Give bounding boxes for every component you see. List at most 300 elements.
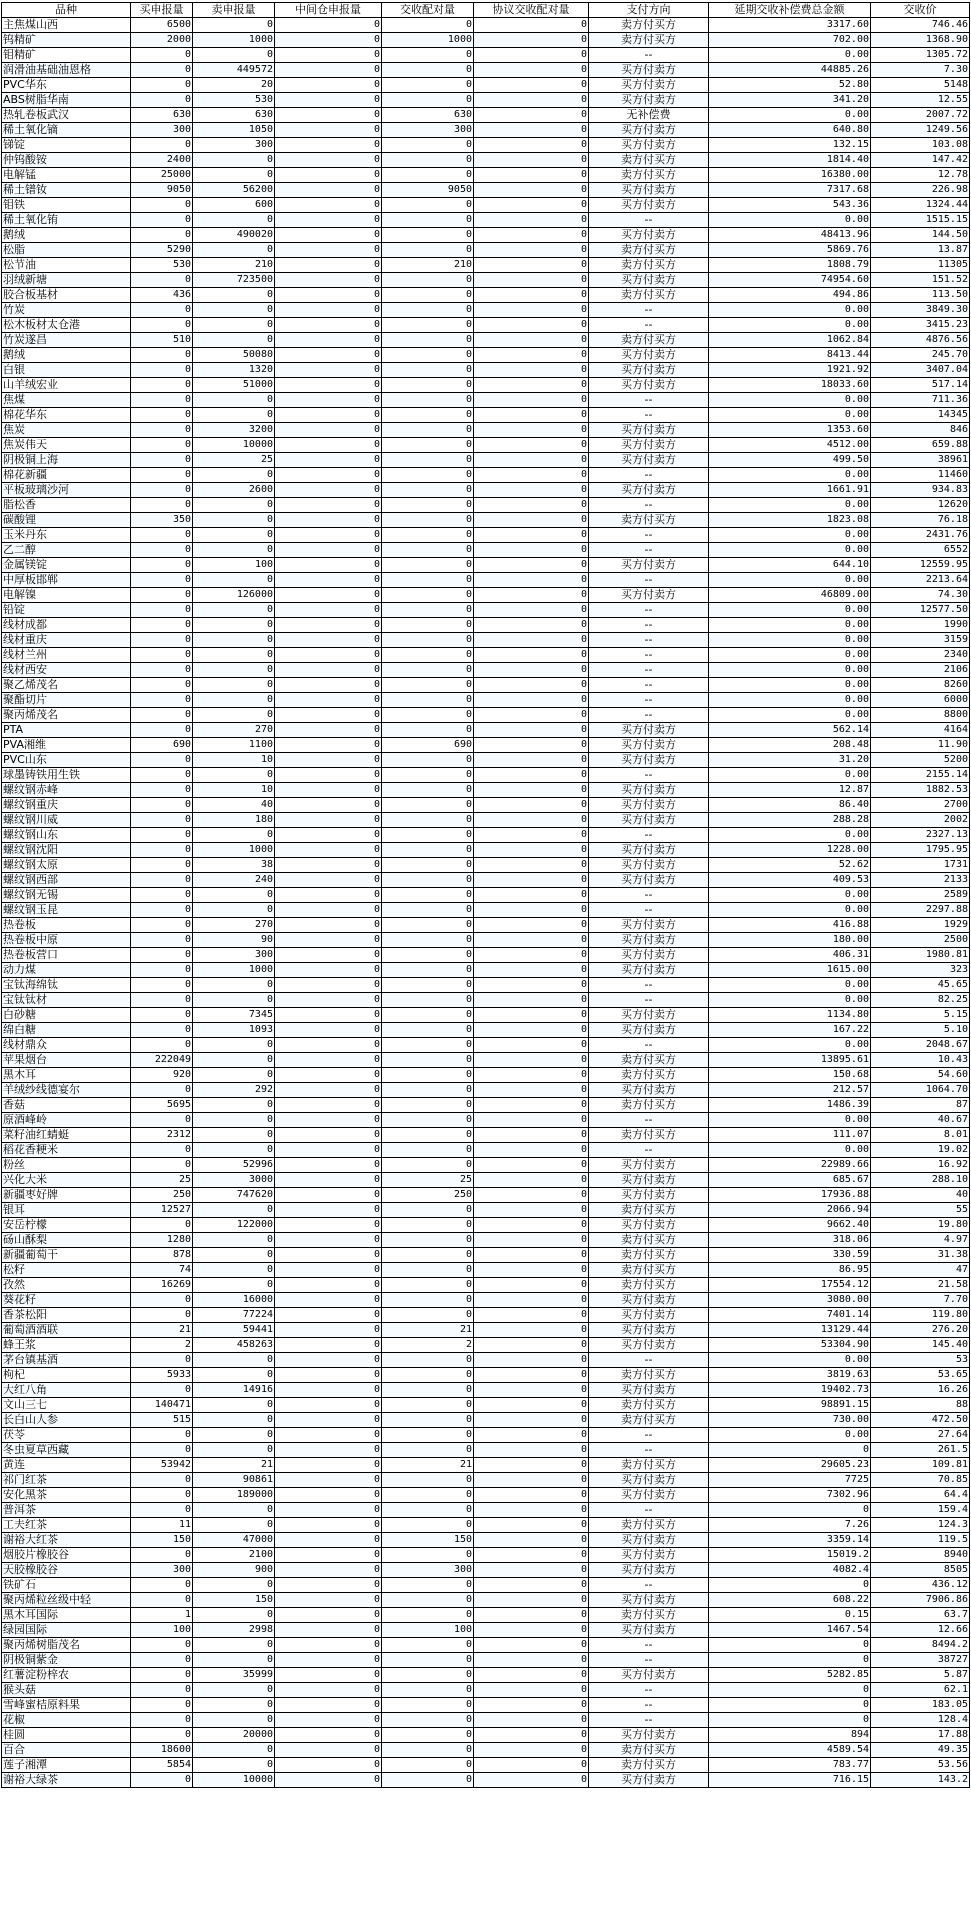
payment-direction-cell: -- — [589, 318, 709, 333]
intermediate-volume-cell: 0 — [275, 1683, 382, 1698]
product-cell: 线材重庆 — [2, 633, 131, 648]
agreement-matched-volume-cell: 0 — [474, 438, 589, 453]
compensation-total-cell: 0.00 — [709, 543, 871, 558]
agreement-matched-volume-cell: 0 — [474, 408, 589, 423]
matched-volume-cell: 21 — [382, 1458, 474, 1473]
payment-direction-cell: 卖方付买方 — [589, 1458, 709, 1473]
column-header-agreement-matched-volume: 协议交收配对量 — [474, 3, 589, 18]
settlement-price-cell: 1515.15 — [871, 213, 970, 228]
buy-volume-cell: 0 — [131, 1728, 193, 1743]
intermediate-volume-cell: 0 — [275, 1038, 382, 1053]
payment-direction-cell: 买方付卖方 — [589, 138, 709, 153]
agreement-matched-volume-cell: 0 — [474, 363, 589, 378]
buy-volume-cell: 0 — [131, 888, 193, 903]
buy-volume-cell: 1280 — [131, 1233, 193, 1248]
compensation-total-cell: 7725 — [709, 1473, 871, 1488]
payment-direction-cell: 买方付卖方 — [589, 963, 709, 978]
table-row — [2, 1368, 970, 1383]
table-row — [2, 498, 970, 513]
compensation-total-cell: 180.00 — [709, 933, 871, 948]
matched-volume-cell: 0 — [382, 1443, 474, 1458]
product-cell: 普洱茶 — [2, 1503, 131, 1518]
compensation-total-cell: 31.20 — [709, 753, 871, 768]
buy-volume-cell: 16269 — [131, 1278, 193, 1293]
agreement-matched-volume-cell: 0 — [474, 1368, 589, 1383]
compensation-total-cell: 46809.00 — [709, 588, 871, 603]
matched-volume-cell: 0 — [382, 1143, 474, 1158]
buy-volume-cell: 0 — [131, 708, 193, 723]
table-row — [2, 888, 970, 903]
intermediate-volume-cell: 0 — [275, 543, 382, 558]
agreement-matched-volume-cell: 0 — [474, 1758, 589, 1773]
settlement-price-cell: 7906.86 — [871, 1593, 970, 1608]
payment-direction-cell: 卖方付买方 — [589, 243, 709, 258]
agreement-matched-volume-cell: 0 — [474, 603, 589, 618]
intermediate-volume-cell: 0 — [275, 1278, 382, 1293]
compensation-total-cell: 208.48 — [709, 738, 871, 753]
agreement-matched-volume-cell: 0 — [474, 48, 589, 63]
agreement-matched-volume-cell: 0 — [474, 963, 589, 978]
table-row — [2, 1473, 970, 1488]
agreement-matched-volume-cell: 0 — [474, 783, 589, 798]
table-row — [2, 288, 970, 303]
table-row — [2, 453, 970, 468]
matched-volume-cell: 0 — [382, 558, 474, 573]
matched-volume-cell: 0 — [382, 708, 474, 723]
matched-volume-cell: 0 — [382, 243, 474, 258]
product-cell: 线材鼎众 — [2, 1038, 131, 1053]
intermediate-volume-cell: 0 — [275, 1383, 382, 1398]
settlement-price-cell: 62.1 — [871, 1683, 970, 1698]
payment-direction-cell: 买方付卖方 — [589, 1668, 709, 1683]
buy-volume-cell: 0 — [131, 408, 193, 423]
product-cell: 脂松香 — [2, 498, 131, 513]
product-cell: 电解锰 — [2, 168, 131, 183]
table-row — [2, 243, 970, 258]
intermediate-volume-cell: 0 — [275, 63, 382, 78]
buy-volume-cell: 0 — [131, 978, 193, 993]
payment-direction-cell: 卖方付买方 — [589, 1263, 709, 1278]
buy-volume-cell: 0 — [131, 798, 193, 813]
matched-volume-cell: 0 — [382, 1728, 474, 1743]
agreement-matched-volume-cell: 0 — [474, 1308, 589, 1323]
buy-volume-cell: 0 — [131, 468, 193, 483]
product-cell: 焦炭伟天 — [2, 438, 131, 453]
sell-volume-cell: 630 — [193, 108, 275, 123]
payment-direction-cell: -- — [589, 828, 709, 843]
sell-volume-cell: 0 — [193, 1203, 275, 1218]
agreement-matched-volume-cell: 0 — [474, 453, 589, 468]
sell-volume-cell: 0 — [193, 1428, 275, 1443]
matched-volume-cell: 0 — [382, 138, 474, 153]
product-cell: 红薯淀粉梓农 — [2, 1668, 131, 1683]
payment-direction-cell: 买方付卖方 — [589, 183, 709, 198]
intermediate-volume-cell: 0 — [275, 1218, 382, 1233]
intermediate-volume-cell: 0 — [275, 453, 382, 468]
agreement-matched-volume-cell: 0 — [474, 933, 589, 948]
product-cell: 香茶松阳 — [2, 1308, 131, 1323]
agreement-matched-volume-cell: 0 — [474, 1638, 589, 1653]
buy-volume-cell: 0 — [131, 1353, 193, 1368]
payment-direction-cell: 买方付卖方 — [589, 723, 709, 738]
matched-volume-cell: 0 — [382, 1023, 474, 1038]
intermediate-volume-cell: 0 — [275, 1533, 382, 1548]
table-row — [2, 363, 970, 378]
matched-volume-cell: 0 — [382, 933, 474, 948]
intermediate-volume-cell: 0 — [275, 918, 382, 933]
buy-volume-cell: 2 — [131, 1338, 193, 1353]
intermediate-volume-cell: 0 — [275, 93, 382, 108]
payment-direction-cell: 卖方付买方 — [589, 1068, 709, 1083]
table-row — [2, 1068, 970, 1083]
compensation-total-cell: 702.00 — [709, 33, 871, 48]
compensation-total-cell: 0.00 — [709, 978, 871, 993]
intermediate-volume-cell: 0 — [275, 1293, 382, 1308]
compensation-total-cell: 0.00 — [709, 408, 871, 423]
matched-volume-cell: 0 — [382, 1128, 474, 1143]
compensation-total-cell: 0.00 — [709, 663, 871, 678]
settlement-price-cell: 12.78 — [871, 168, 970, 183]
product-cell: 钨精矿 — [2, 33, 131, 48]
sell-volume-cell: 0 — [193, 1758, 275, 1773]
buy-volume-cell: 0 — [131, 1308, 193, 1323]
settlement-price-cell: 12559.95 — [871, 558, 970, 573]
matched-volume-cell: 690 — [382, 738, 474, 753]
intermediate-volume-cell: 0 — [275, 1098, 382, 1113]
agreement-matched-volume-cell: 0 — [474, 678, 589, 693]
agreement-matched-volume-cell: 0 — [474, 183, 589, 198]
matched-volume-cell: 0 — [382, 693, 474, 708]
sell-volume-cell: 0 — [193, 513, 275, 528]
settlement-price-cell: 2048.67 — [871, 1038, 970, 1053]
sell-volume-cell: 0 — [193, 1368, 275, 1383]
buy-volume-cell: 530 — [131, 258, 193, 273]
sell-volume-cell: 100 — [193, 558, 275, 573]
sell-volume-cell: 2998 — [193, 1623, 275, 1638]
compensation-total-cell: 7401.14 — [709, 1308, 871, 1323]
product-cell: 中厚板邯郸 — [2, 573, 131, 588]
table-row — [2, 723, 970, 738]
buy-volume-cell: 0 — [131, 1428, 193, 1443]
table-row — [2, 708, 970, 723]
product-cell: PTA — [2, 723, 131, 738]
buy-volume-cell: 25 — [131, 1173, 193, 1188]
settlement-price-cell: 1305.72 — [871, 48, 970, 63]
table-row — [2, 1623, 970, 1638]
settlement-price-cell: 14345 — [871, 408, 970, 423]
settlement-price-cell: 87 — [871, 1098, 970, 1113]
compensation-total-cell: 52.62 — [709, 858, 871, 873]
matched-volume-cell: 0 — [382, 993, 474, 1008]
compensation-total-cell: 0.00 — [709, 618, 871, 633]
product-cell: 线材兰州 — [2, 648, 131, 663]
matched-volume-cell: 0 — [382, 393, 474, 408]
sell-volume-cell: 0 — [193, 18, 275, 33]
settlement-price-cell: 7.30 — [871, 63, 970, 78]
table-row — [2, 1173, 970, 1188]
matched-volume-cell: 0 — [382, 753, 474, 768]
product-cell: 主焦煤山西 — [2, 18, 131, 33]
payment-direction-cell: 买方付卖方 — [589, 378, 709, 393]
settlement-price-cell: 12620 — [871, 498, 970, 513]
product-cell: 焦煤 — [2, 393, 131, 408]
compensation-total-cell: 167.22 — [709, 1023, 871, 1038]
intermediate-volume-cell: 0 — [275, 333, 382, 348]
sell-volume-cell: 0 — [193, 1068, 275, 1083]
product-cell: 莲子湘潭 — [2, 1758, 131, 1773]
buy-volume-cell: 0 — [131, 603, 193, 618]
matched-volume-cell: 0 — [382, 1068, 474, 1083]
matched-volume-cell: 0 — [382, 1308, 474, 1323]
matched-volume-cell: 0 — [382, 828, 474, 843]
payment-direction-cell: 买方付卖方 — [589, 558, 709, 573]
matched-volume-cell: 0 — [382, 78, 474, 93]
sell-volume-cell: 38 — [193, 858, 275, 873]
payment-direction-cell: 买方付卖方 — [589, 1728, 709, 1743]
buy-volume-cell: 0 — [131, 528, 193, 543]
agreement-matched-volume-cell: 0 — [474, 1008, 589, 1023]
compensation-total-cell: 3819.63 — [709, 1368, 871, 1383]
payment-direction-cell: 买方付卖方 — [589, 348, 709, 363]
table-row — [2, 783, 970, 798]
settlement-price-cell: 6552 — [871, 543, 970, 558]
buy-volume-cell: 250 — [131, 1188, 193, 1203]
compensation-total-cell: 15019.2 — [709, 1548, 871, 1563]
sell-volume-cell: 0 — [193, 648, 275, 663]
settlement-price-cell: 5.87 — [871, 1668, 970, 1683]
settlement-price-cell: 1324.44 — [871, 198, 970, 213]
table-row — [2, 1698, 970, 1713]
intermediate-volume-cell: 0 — [275, 153, 382, 168]
product-cell: 谢裕大红茶 — [2, 1533, 131, 1548]
payment-direction-cell: -- — [589, 303, 709, 318]
buy-volume-cell: 0 — [131, 63, 193, 78]
buy-volume-cell: 0 — [131, 1473, 193, 1488]
buy-volume-cell: 2000 — [131, 33, 193, 48]
compensation-total-cell: 1486.39 — [709, 1098, 871, 1113]
table-row — [2, 1293, 970, 1308]
matched-volume-cell: 0 — [382, 888, 474, 903]
product-cell: 润滑油基础油恩格 — [2, 63, 131, 78]
sell-volume-cell: 1000 — [193, 963, 275, 978]
intermediate-volume-cell: 0 — [275, 528, 382, 543]
payment-direction-cell: 卖方付买方 — [589, 1398, 709, 1413]
intermediate-volume-cell: 0 — [275, 888, 382, 903]
payment-direction-cell: -- — [589, 663, 709, 678]
product-cell: 烟胶片橡胶谷 — [2, 1548, 131, 1563]
payment-direction-cell: -- — [589, 1683, 709, 1698]
sell-volume-cell: 16000 — [193, 1293, 275, 1308]
settlement-price-cell: 2340 — [871, 648, 970, 663]
matched-volume-cell: 0 — [382, 1008, 474, 1023]
compensation-total-cell: 0.00 — [709, 633, 871, 648]
table-row — [2, 873, 970, 888]
matched-volume-cell: 0 — [382, 1473, 474, 1488]
agreement-matched-volume-cell: 0 — [474, 93, 589, 108]
intermediate-volume-cell: 0 — [275, 288, 382, 303]
settlement-price-cell: 245.70 — [871, 348, 970, 363]
buy-volume-cell: 0 — [131, 1023, 193, 1038]
intermediate-volume-cell: 0 — [275, 1458, 382, 1473]
payment-direction-cell: -- — [589, 48, 709, 63]
product-cell: 黄连 — [2, 1458, 131, 1473]
compensation-total-cell: 17936.88 — [709, 1188, 871, 1203]
sell-volume-cell: 900 — [193, 1563, 275, 1578]
compensation-total-cell: 1353.60 — [709, 423, 871, 438]
agreement-matched-volume-cell: 0 — [474, 663, 589, 678]
payment-direction-cell: 买方付卖方 — [589, 1593, 709, 1608]
buy-volume-cell: 0 — [131, 573, 193, 588]
table-row — [2, 468, 970, 483]
product-cell: 雪峰蜜桔原料果 — [2, 1698, 131, 1713]
buy-volume-cell: 920 — [131, 1068, 193, 1083]
intermediate-volume-cell: 0 — [275, 648, 382, 663]
product-cell: 聚酯切片 — [2, 693, 131, 708]
matched-volume-cell: 0 — [382, 783, 474, 798]
table-row — [2, 258, 970, 273]
sell-volume-cell: 0 — [193, 318, 275, 333]
settlement-price-cell: 226.98 — [871, 183, 970, 198]
agreement-matched-volume-cell: 0 — [474, 1158, 589, 1173]
agreement-matched-volume-cell: 0 — [474, 348, 589, 363]
compensation-total-cell: 330.59 — [709, 1248, 871, 1263]
product-cell: 大红八角 — [2, 1383, 131, 1398]
compensation-total-cell: 0 — [709, 1713, 871, 1728]
table-row — [2, 1053, 970, 1068]
payment-direction-cell: -- — [589, 633, 709, 648]
buy-volume-cell: 0 — [131, 1653, 193, 1668]
payment-direction-cell: 买方付卖方 — [589, 1623, 709, 1638]
settlement-price-cell: 145.40 — [871, 1338, 970, 1353]
payment-direction-cell: 买方付卖方 — [589, 1023, 709, 1038]
matched-volume-cell: 0 — [382, 543, 474, 558]
compensation-total-cell: 0 — [709, 1638, 871, 1653]
agreement-matched-volume-cell: 0 — [474, 138, 589, 153]
matched-volume-cell: 0 — [382, 573, 474, 588]
sell-volume-cell: 150 — [193, 1593, 275, 1608]
product-cell: 花椒 — [2, 1713, 131, 1728]
settlement-price-cell: 2106 — [871, 663, 970, 678]
intermediate-volume-cell: 0 — [275, 1338, 382, 1353]
product-cell: 白银 — [2, 363, 131, 378]
matched-volume-cell: 0 — [382, 513, 474, 528]
compensation-total-cell: 894 — [709, 1728, 871, 1743]
buy-volume-cell: 21 — [131, 1323, 193, 1338]
intermediate-volume-cell: 0 — [275, 843, 382, 858]
matched-volume-cell: 0 — [382, 48, 474, 63]
compensation-total-cell: 406.31 — [709, 948, 871, 963]
table-row — [2, 1308, 970, 1323]
intermediate-volume-cell: 0 — [275, 513, 382, 528]
settlement-price-cell: 11305 — [871, 258, 970, 273]
payment-direction-cell: 卖方付买方 — [589, 18, 709, 33]
payment-direction-cell: 买方付卖方 — [589, 753, 709, 768]
sell-volume-cell: 14916 — [193, 1383, 275, 1398]
product-cell: PVC山东 — [2, 753, 131, 768]
agreement-matched-volume-cell: 0 — [474, 813, 589, 828]
product-cell: PVA湘维 — [2, 738, 131, 753]
sell-volume-cell: 20000 — [193, 1728, 275, 1743]
product-cell: 仲钨酸铵 — [2, 153, 131, 168]
matched-volume-cell: 0 — [382, 1503, 474, 1518]
matched-volume-cell: 0 — [382, 1293, 474, 1308]
buy-volume-cell: 0 — [131, 993, 193, 1008]
matched-volume-cell: 0 — [382, 633, 474, 648]
table-row — [2, 1338, 970, 1353]
compensation-total-cell: 0.00 — [709, 678, 871, 693]
matched-volume-cell: 0 — [382, 408, 474, 423]
matched-volume-cell: 0 — [382, 1398, 474, 1413]
sell-volume-cell: 0 — [193, 1278, 275, 1293]
matched-volume-cell: 0 — [382, 318, 474, 333]
payment-direction-cell: 买方付卖方 — [589, 1308, 709, 1323]
compensation-total-cell: 48413.96 — [709, 228, 871, 243]
intermediate-volume-cell: 0 — [275, 1128, 382, 1143]
matched-volume-cell: 0 — [382, 93, 474, 108]
product-cell: 动力煤 — [2, 963, 131, 978]
matched-volume-cell: 150 — [382, 1533, 474, 1548]
payment-direction-cell: -- — [589, 1038, 709, 1053]
sell-volume-cell: 0 — [193, 393, 275, 408]
product-cell: 阴极铜上海 — [2, 453, 131, 468]
agreement-matched-volume-cell: 0 — [474, 1338, 589, 1353]
settlement-price-cell: 45.65 — [871, 978, 970, 993]
settlement-price-cell: 1249.56 — [871, 123, 970, 138]
intermediate-volume-cell: 0 — [275, 948, 382, 963]
settlement-price-cell: 934.83 — [871, 483, 970, 498]
agreement-matched-volume-cell: 0 — [474, 1668, 589, 1683]
table-row — [2, 663, 970, 678]
payment-direction-cell: 卖方付买方 — [589, 33, 709, 48]
compensation-total-cell: 1661.91 — [709, 483, 871, 498]
agreement-matched-volume-cell: 0 — [474, 213, 589, 228]
matched-volume-cell: 0 — [382, 1653, 474, 1668]
intermediate-volume-cell: 0 — [275, 408, 382, 423]
payment-direction-cell: -- — [589, 468, 709, 483]
sell-volume-cell: 52996 — [193, 1158, 275, 1173]
agreement-matched-volume-cell: 0 — [474, 588, 589, 603]
buy-volume-cell: 0 — [131, 138, 193, 153]
settlement-price-cell: 38727 — [871, 1653, 970, 1668]
settlement-price-cell: 38961 — [871, 453, 970, 468]
product-cell: 线材成都 — [2, 618, 131, 633]
settlement-price-cell: 2589 — [871, 888, 970, 903]
intermediate-volume-cell: 0 — [275, 183, 382, 198]
table-row — [2, 1548, 970, 1563]
payment-direction-cell: -- — [589, 1698, 709, 1713]
table-row — [2, 1398, 970, 1413]
sell-volume-cell: 0 — [193, 663, 275, 678]
sell-volume-cell: 0 — [193, 618, 275, 633]
intermediate-volume-cell: 0 — [275, 423, 382, 438]
agreement-matched-volume-cell: 0 — [474, 873, 589, 888]
product-cell: 螺纹钢太原 — [2, 858, 131, 873]
buy-volume-cell: 0 — [131, 303, 193, 318]
matched-volume-cell: 0 — [382, 303, 474, 318]
matched-volume-cell: 0 — [382, 963, 474, 978]
payment-direction-cell: 卖方付买方 — [589, 1203, 709, 1218]
settlement-price-cell: 47 — [871, 1263, 970, 1278]
buy-volume-cell: 0 — [131, 483, 193, 498]
settlement-price-cell: 5148 — [871, 78, 970, 93]
compensation-total-cell: 0.00 — [709, 1038, 871, 1053]
buy-volume-cell: 0 — [131, 378, 193, 393]
sell-volume-cell: 0 — [193, 1413, 275, 1428]
intermediate-volume-cell: 0 — [275, 1233, 382, 1248]
product-cell: 竹炭遂昌 — [2, 333, 131, 348]
settlement-price-cell: 711.36 — [871, 393, 970, 408]
matched-volume-cell: 0 — [382, 228, 474, 243]
